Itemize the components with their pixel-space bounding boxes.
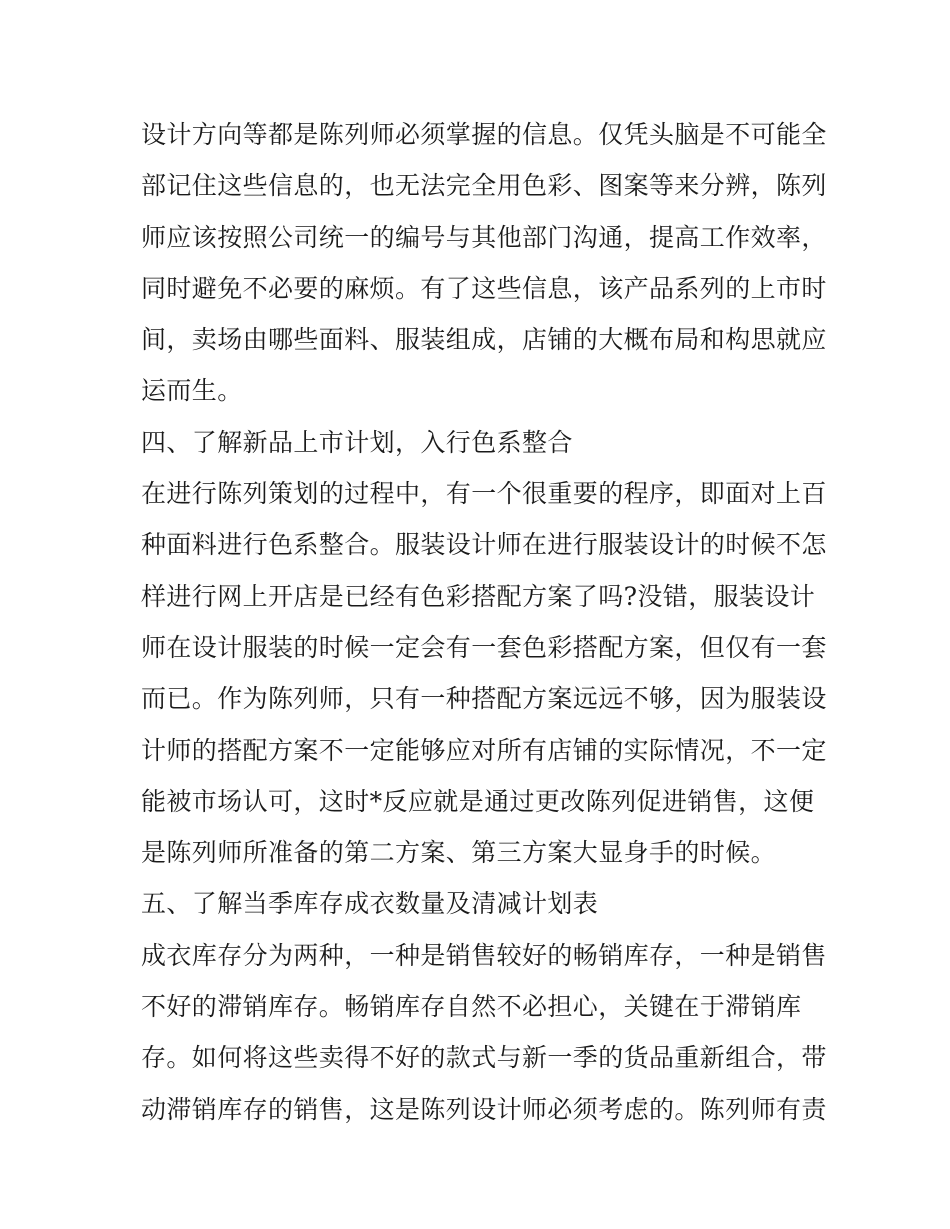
text-line: 是陈列师所准备的第二方案、第三方案大显身手的时候。 (141, 838, 777, 868)
text-line: 存。如何将这些卖得不好的款式与新一季的货品重新组合，带 (141, 1043, 827, 1073)
text-line: 师在设计服装的时候一定会有一套色彩搭配方案，但仅有一套 (141, 632, 827, 662)
text-line: 动滞销库存的销售，这是陈列设计师必须考虑的。陈列师有责 (141, 1094, 827, 1124)
section-heading: 五、了解当季库存成衣数量及清减计划表 (141, 889, 599, 919)
text-line: 运而生。 (141, 376, 243, 406)
text-line: 在进行陈列策划的过程中，有一个很重要的程序，即面对上百 (141, 479, 827, 509)
text-line: 师应该按照公司统一的编号与其他部门沟通，提高工作效率， (141, 222, 827, 252)
text-line: 不好的滞销库存。畅销库存自然不必担心，关键在于滞销库 (141, 992, 802, 1022)
text-line: 而已。作为陈列师，只有一种搭配方案远远不够，因为服装设 (141, 684, 827, 714)
section-heading: 四、了解新品上市计划，入行色系整合 (141, 427, 573, 457)
text-line: 样进行网上开店是已经有色彩搭配方案了吗?没错，服装设计 (141, 581, 816, 611)
text-line: 同时避免不必要的麻烦。有了这些信息，该产品系列的上市时 (141, 273, 827, 303)
text-line: 成衣库存分为两种，一种是销售较好的畅销库存，一种是销售 (141, 940, 827, 970)
text-line: 能被市场认可，这时*反应就是通过更改陈列促进销售，这便 (141, 786, 815, 816)
text-line: 计师的搭配方案不一定能够应对所有店铺的实际情况，不一定 (141, 735, 827, 765)
text-line: 种面料进行色系整合。服装设计师在进行服装设计的时候不怎 (141, 530, 827, 560)
text-line: 部记住这些信息的，也无法完全用色彩、图案等来分辨，陈列 (141, 171, 827, 201)
text-line: 设计方向等都是陈列师必须掌握的信息。仅凭头脑是不可能全 (141, 120, 827, 149)
text-line: 间，卖场由哪些面料、服装组成，店铺的大概布局和构思就应 (141, 325, 827, 355)
body-text (141, 109, 827, 1135)
